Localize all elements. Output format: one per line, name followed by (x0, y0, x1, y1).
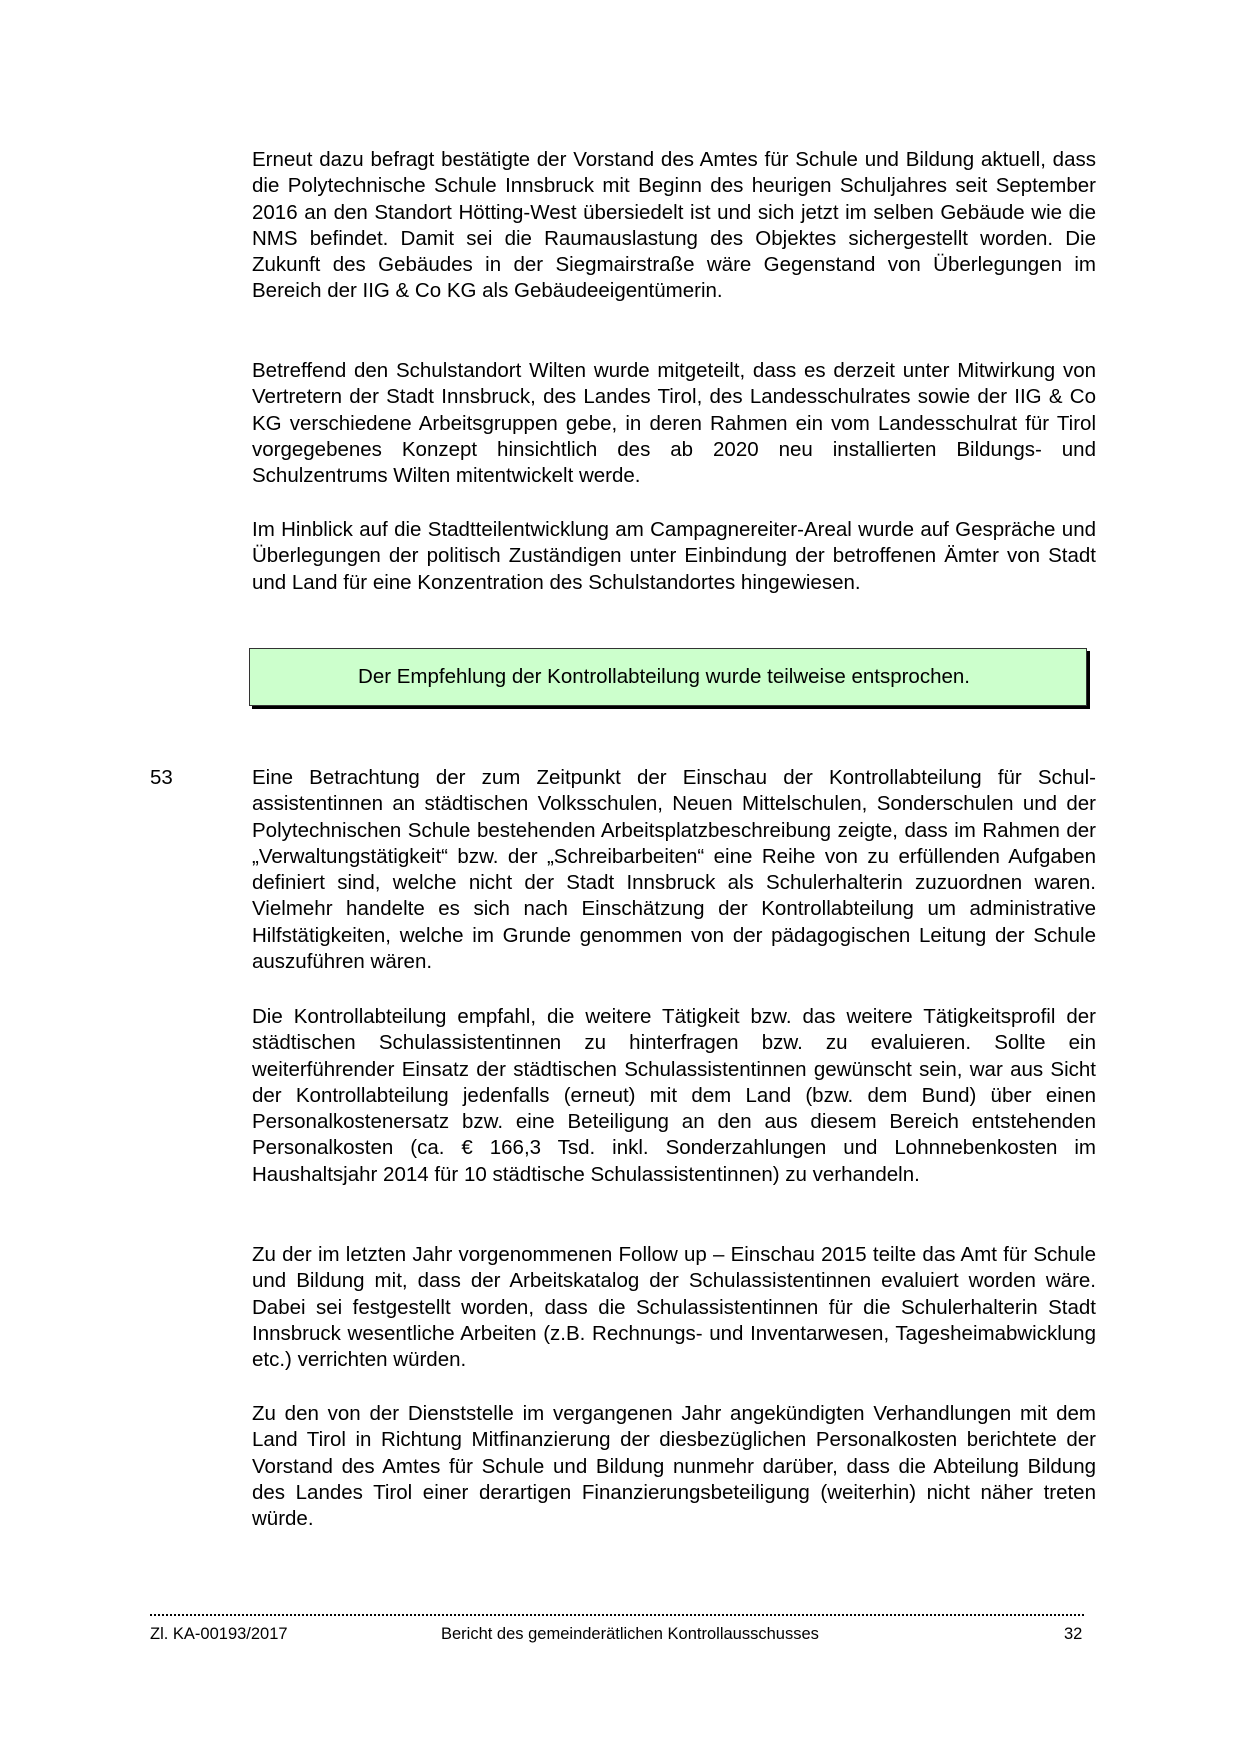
section-number: 53 (150, 766, 173, 789)
footer-divider (150, 1614, 1084, 1616)
body-paragraph: Betreffend den Schulstandort Wilten wurde mitgeteilt, dass es derzeit unter Mitwirkung von Vertretern der Stadt Innsbruck, des Landes Tirol, des Landesschulrates sowie der IIG & Co KG verschiedene Arbeitsgruppen gebe, in deren Rahmen ein vom Landesschulrat für Tirol vorgegebenes Konzept hinsichtlich des ab 2020 neu installierten Bildungs- und Schulzentrums Wilten mitentwickelt werde. (252, 359, 1096, 488)
section-paragraph: Zu der im letzten Jahr vorgenommenen Follow up – Einschau 2015 teilte das Amt für Schule und Bildung mit, dass der Arbeitskatalog der Schulassistentinnen evaluiert worden wäre. Dabei sei festgestellt worden, dass die Schulassistentinnen für die Schulerhalterin Stadt Innsbruck wesentliche Arbeiten (z.B. Rechnungs- und Inventarwesen, Tagesheimabwicklung etc.) verrichten würden. (252, 1243, 1096, 1372)
page-number: 32 (1064, 1625, 1083, 1643)
section-paragraph: Die Kontrollabteilung empfahl, die weitere Tätigkeit bzw. das weitere Tätigkeitsprofil der städtischen Schulassistentinnen zu hinterfragen bzw. zu evaluieren. Sollte ein weiterführender Einsatz der städtischen Schulassistentinnen gewünscht sein, war aus Sicht der Kontrollabteilung jedenfalls (erneut) mit dem Land (bzw. dem Bund) über einen Personalkostenersatz bzw. eine Beteiligung an den aus diesem Bereich entstehenden Personalkosten (ca. € 166,3 Tsd. inkl. Sonderzahlungen und Lohnnebenkosten im Haushaltsjahr 2014 für 10 städtische Schulassistentinnen) zu verhandeln. (252, 1005, 1096, 1186)
section-paragraph: Eine Betrachtung der zum Zeitpunkt der Einschau der Kontrollabteilung für Schulassistentinnen an städtischen Volksschulen, Neuen Mittelschulen, Sonderschulen und der Polytechnischen Schule bestehenden Arbeitsplatzbeschreibung zeigte, dass im Rahmen der „Verwaltungstätigkeit“ bzw. der „Schreibarbeiten“ eine Reihe von zu erfüllenden Aufgaben definiert sind, welche nicht der Stadt Innsbruck als Schulerhalterin zuzuordnen waren. Vielmehr handelte es sich nach Einschätzung der Kontrollabteilung um administrative Hilfstätigkeiten, welche im Grunde genommen von der pädagogischen Leitung der Schule auszuführen wären. (252, 766, 1096, 974)
body-paragraph: Erneut dazu befragt bestätigte der Vorstand des Amtes für Schule und Bildung aktuell, dass die Polytechnische Schule Innsbruck mit Beginn des heurigen Schuljahres seit September 2016 an den Standort Hötting-West übersiedelt ist und sich jetzt im selben Gebäude wie die NMS befindet. Damit sei die Raumauslastung des Objektes sichergestellt worden. Die Zukunft des Gebäudes in der Siegmairstraße wäre Gegenstand von Überlegungen im Bereich der IIG & Co KG als Gebäudeeigentümerin. (252, 148, 1096, 303)
recommendation-status-box (249, 648, 1087, 706)
footer-title: Bericht des gemeinderätlichen Kontrollausschusses (441, 1625, 819, 1643)
recommendation-status-text: Der Empfehlung der Kontrollabteilung wurde teilweise entsprochen. (358, 665, 970, 688)
footer-reference: Zl. KA-00193/2017 (150, 1625, 288, 1643)
section-paragraph: Zu den von der Dienststelle im vergangenen Jahr angekündigten Verhandlungen mit dem Land Tirol in Richtung Mitfinanzierung der diesbezüglichen Personalkosten berichtete der Vorstand des Amtes für Schule und Bildung nunmehr darüber, dass die Abteilung Bildung des Landes Tirol einer derartigen Finanzierungsbeteiligung (weiterhin) nicht näher treten würde. (252, 1402, 1096, 1531)
body-paragraph: Im Hinblick auf die Stadtteilentwicklung am Campagnereiter-Areal wurde auf Gespräche und Überlegungen der politisch Zuständigen unter Einbindung der betroffenen Ämter von Stadt und Land für eine Konzentration des Schulstandortes hingewiesen. (252, 518, 1096, 594)
